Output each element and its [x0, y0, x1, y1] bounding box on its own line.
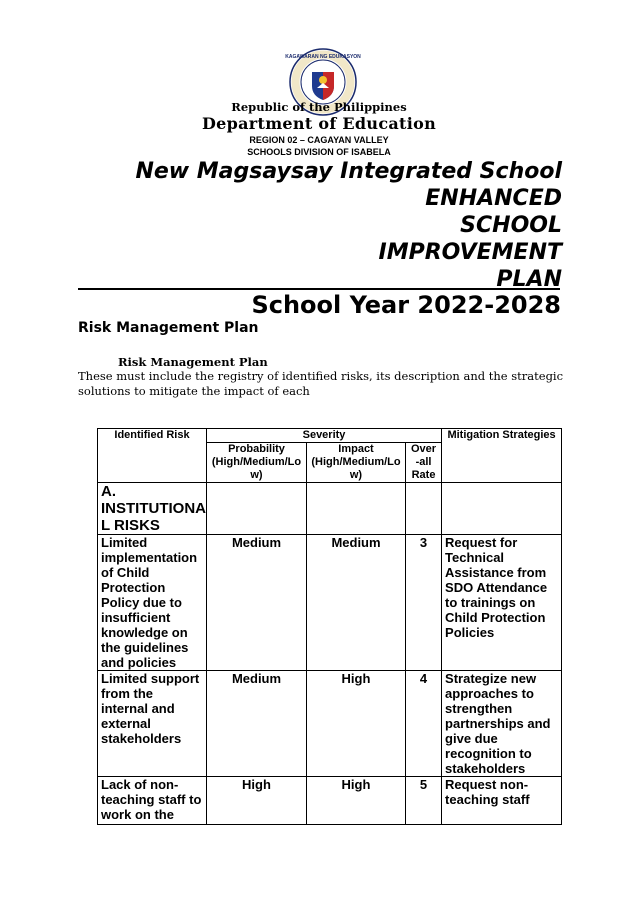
risk-cell: Limited implementation of Child Protection Policy due to insufficient knowledge on the guidelines and policies: [98, 535, 207, 671]
impact-cell: Medium: [307, 535, 406, 671]
table-row: [98, 671, 562, 777]
division-heading: SCHOOLS DIVISION OF ISABELA: [247, 147, 391, 157]
table-row-section: [98, 483, 562, 535]
empty-cell: [442, 483, 562, 535]
header-severity: Severity: [207, 429, 442, 443]
risk-management-table: [97, 428, 562, 825]
title-line-enhanced: ENHANCED: [425, 186, 562, 211]
rate-cell: 4: [406, 671, 442, 777]
header-mitigation: Mitigation Strategies: [442, 429, 562, 483]
header-probability: Probability (High/Medium/Lo w): [207, 443, 307, 483]
republic-heading: Republic of the Philippines: [231, 100, 407, 114]
header-overall-rate: Over -all Rate: [406, 443, 442, 483]
section-label-cell: A. INSTITUTIONA L RISKS: [98, 483, 207, 535]
table-row: [98, 777, 562, 825]
document-title: [135, 158, 562, 293]
title-line-plan: PLAN: [496, 267, 562, 292]
impact-cell: High: [307, 671, 406, 777]
mitigation-cell: Strategize new approaches to strengthen partnerships and give due recognition to stakeholders: [442, 671, 562, 777]
impact-cell: High: [307, 777, 406, 825]
empty-cell: [307, 483, 406, 535]
mitigation-cell: Request for Technical Assistance from SDO Attendance to trainings on Child Protection Policies: [442, 535, 562, 671]
section-title: Risk Management Plan: [78, 320, 259, 336]
table-row: [98, 535, 562, 671]
svg-text:KAGAWARAN NG EDUKASYON: KAGAWARAN NG EDUKASYON: [285, 54, 361, 60]
section-subtitle: Risk Management Plan: [118, 355, 268, 369]
department-heading: Department of Education: [201, 114, 437, 133]
probability-cell: Medium: [207, 671, 307, 777]
title-line-school: New Magsaysay Integrated School: [135, 159, 562, 184]
rate-cell: 5: [406, 777, 442, 825]
probability-cell: High: [207, 777, 307, 825]
empty-cell: [207, 483, 307, 535]
region-heading: REGION 02 – CAGAYAN VALLEY: [249, 135, 389, 145]
title-line-improvement: IMPROVEMENT: [378, 240, 562, 265]
risk-cell: Lack of non-teaching staff to work on the: [98, 777, 207, 825]
probability-cell: Medium: [207, 535, 307, 671]
school-year-heading: School Year 2022-2028: [251, 291, 561, 319]
section-description: These must include the registry of identified risks, its description and the strategic solutions to mitigate the impact of each: [78, 369, 564, 398]
header-impact: Impact (High/Medium/Lo w): [307, 443, 406, 483]
risk-cell: Limited support from the internal and external stakeholders: [98, 671, 207, 777]
empty-cell: [406, 483, 442, 535]
header-identified-risk: Identified Risk: [98, 429, 207, 483]
mitigation-cell: Request non-teaching staff: [442, 777, 562, 825]
rate-cell: 3: [406, 535, 442, 671]
title-line-school-word: SCHOOL: [460, 213, 562, 238]
